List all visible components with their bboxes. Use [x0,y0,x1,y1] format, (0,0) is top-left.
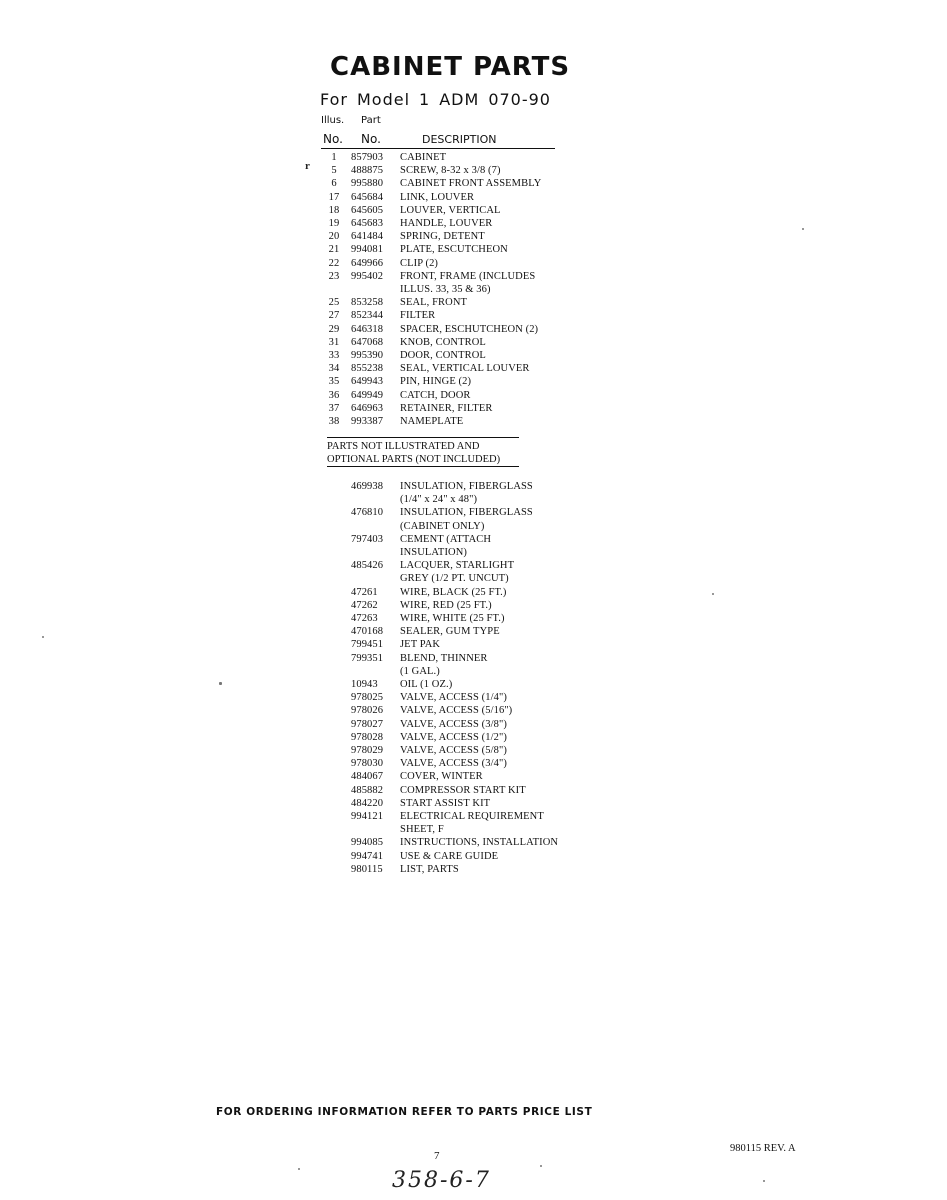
part-description: VALVE, ACCESS (1/4") [400,692,507,704]
part-number: 799351 [351,652,384,664]
part-description: LOUVER, VERTICAL [400,204,501,216]
part-description: SPACER, ESCHUTCHEON (2) [400,323,539,335]
part-number: 980115 [351,863,383,875]
illus-number: 18 [328,204,340,216]
part-description: HANDLE, LOUVER [400,218,493,229]
scan-speck [298,1168,300,1170]
illus-number: 5 [331,165,337,177]
part-description: INSULATION) [400,547,468,558]
column-header-illus-no: No. [323,132,343,146]
part-description: WIRE, WHITE (25 FT.) [400,613,505,624]
part-description: CEMENT (ATTACH [400,533,492,545]
part-description: SHEET, F [400,824,444,836]
part-number: 645605 [351,204,384,216]
part-description: CABINET [400,152,447,163]
scan-speck [219,682,222,685]
illus-number: 37 [328,402,340,414]
part-number: 47263 [351,613,378,624]
part-description: RETAINER, FILTER [400,402,493,414]
part-number: 647068 [351,336,384,348]
optional-header-line-2: OPTIONAL PARTS (NOT INCLUDED) [327,454,501,465]
part-number: 485882 [351,784,384,796]
part-number: 484067 [351,771,384,783]
part-description: SPRING, DETENT [400,231,485,243]
part-number: 978028 [351,731,384,743]
part-number: 853258 [351,297,384,309]
part-description: BLEND, THINNER [400,652,488,664]
part-description: START ASSIST KIT [400,797,491,809]
part-description: VALVE, ACCESS (3/4") [400,758,507,770]
part-number: 47261 [351,586,378,598]
part-number: 993387 [351,416,384,427]
part-number: 978027 [351,718,384,730]
part-number: 646963 [351,402,384,414]
part-description: CATCH, DOOR [400,389,471,401]
part-description: FRONT, FRAME (INCLUDES [400,270,536,282]
column-header-part-top: Part [361,115,381,126]
illus-number: 29 [328,323,340,335]
illus-number: 36 [328,389,340,401]
model-word: Model [357,90,411,109]
part-description: DOOR, CONTROL [400,350,486,361]
part-number: 470168 [351,626,384,638]
part-number: 645683 [351,218,384,229]
illus-number: 17 [328,191,340,203]
part-description: CABINET FRONT ASSEMBLY [400,178,542,190]
part-description: INSTRUCTIONS, INSTALLATION [400,837,559,849]
part-description: OIL (1 OZ.) [400,679,453,690]
illus-number: 20 [328,231,340,243]
part-description: (1/4" x 24" x 48") [400,494,478,506]
scan-speck [712,593,714,595]
part-description: INSULATION, FIBERGLASS [400,481,533,492]
part-number: 47262 [351,599,378,611]
optional-rule-bottom [327,466,519,467]
part-description: VALVE, ACCESS (5/8") [400,745,507,756]
header-rule [321,148,555,149]
part-number: 10943 [351,679,378,690]
part-description: JET PAK [400,639,441,651]
part-number: 649943 [351,376,384,388]
illus-number: 19 [328,218,340,229]
part-number: 978029 [351,745,384,756]
page-title: CABINET PARTS [330,52,571,82]
illus-number: 1 [331,152,337,163]
column-header-part-no: No. [361,132,381,146]
part-description: CLIP (2) [400,257,439,269]
footer-note: FOR ORDERING INFORMATION REFER TO PARTS PRICE LIST [216,1106,593,1118]
illus-number: 35 [328,376,340,388]
part-number: 469938 [351,481,384,492]
part-number: 649966 [351,257,384,269]
part-number: 641484 [351,231,384,243]
part-description: INSULATION, FIBERGLASS [400,507,533,519]
column-header-description: DESCRIPTION [422,133,497,146]
part-description: KNOB, CONTROL [400,336,486,348]
illus-number: 27 [328,310,340,322]
part-description: VALVE, ACCESS (1/2") [400,731,507,743]
part-number: 649949 [351,389,384,401]
margin-mark: r [305,160,310,172]
optional-rule-top [327,437,519,438]
illus-number: 31 [328,336,340,348]
column-header-illus-top: Illus. [321,115,345,126]
model-suffix: 070-90 [488,90,551,109]
part-number: 855238 [351,363,384,375]
illus-number: 21 [328,244,340,256]
scan-speck [763,1180,765,1182]
part-number: 978030 [351,758,384,770]
part-number: 995880 [351,178,384,190]
part-description: LINK, LOUVER [400,191,475,203]
part-description: ILLUS. 33, 35 & 36) [400,284,491,295]
part-description: COVER, WINTER [400,771,483,783]
model-number: 1 [419,90,431,109]
scan-speck [802,228,804,230]
part-description: COMPRESSOR START KIT [400,784,526,796]
part-description: LACQUER, STARLIGHT [400,560,515,572]
part-description: WIRE, BLACK (25 FT.) [400,586,507,598]
part-number: 995402 [351,270,384,282]
part-description: (CABINET ONLY) [400,520,485,532]
part-description: (1 GAL.) [400,665,440,677]
part-number: 646318 [351,323,384,335]
optional-header-line-1: PARTS NOT ILLUSTRATED AND [327,441,480,452]
part-description: SEALER, GUM TYPE [400,626,500,638]
part-number: 978025 [351,692,384,704]
illus-number: 38 [328,416,340,427]
model-prefix: For [320,90,348,109]
part-number: 488875 [351,165,384,177]
part-description: PIN, HINGE (2) [400,376,472,388]
part-description: FILTER [400,310,436,322]
part-number: 994121 [351,811,384,822]
part-description: SCREW, 8-32 x 3/8 (7) [400,165,501,177]
part-description: SEAL, FRONT [400,297,468,309]
part-number: 994085 [351,837,384,849]
part-description: VALVE, ACCESS (5/16") [400,705,513,717]
part-description: NAMEPLATE [400,416,464,427]
part-number: 476810 [351,507,384,519]
part-description: USE & CARE GUIDE [400,850,499,862]
handwritten-note: 358-6-7 [392,1168,491,1193]
scan-speck [42,636,44,638]
model-code: ADM [439,90,480,109]
part-description: GREY (1/2 PT. UNCUT) [400,573,509,585]
model-line [320,90,551,109]
part-number: 484220 [351,797,384,809]
part-number: 857903 [351,152,384,163]
document-revision: 980115 REV. A [730,1143,796,1154]
part-description: SEAL, VERTICAL LOUVER [400,363,530,375]
illus-number: 25 [328,297,340,309]
part-description: LIST, PARTS [400,863,459,875]
illus-number: 22 [328,257,340,269]
illus-number: 34 [328,363,340,375]
part-number: 645684 [351,191,384,203]
part-description: ELECTRICAL REQUIREMENT [400,811,544,822]
part-description: VALVE, ACCESS (3/8") [400,718,507,730]
page-number: 7 [434,1150,440,1162]
part-description: PLATE, ESCUTCHEON [400,244,508,256]
scan-speck [540,1165,542,1167]
part-number: 994741 [351,850,384,862]
illus-number: 23 [328,270,340,282]
part-number: 995390 [351,350,384,361]
illus-number: 33 [328,350,340,361]
part-number: 994081 [351,244,384,256]
part-number: 797403 [351,533,384,545]
part-number: 799451 [351,639,384,651]
part-number: 485426 [351,560,384,572]
part-number: 978026 [351,705,384,717]
part-description: WIRE, RED (25 FT.) [400,599,492,611]
part-number: 852344 [351,310,384,322]
illus-number: 6 [331,178,337,190]
